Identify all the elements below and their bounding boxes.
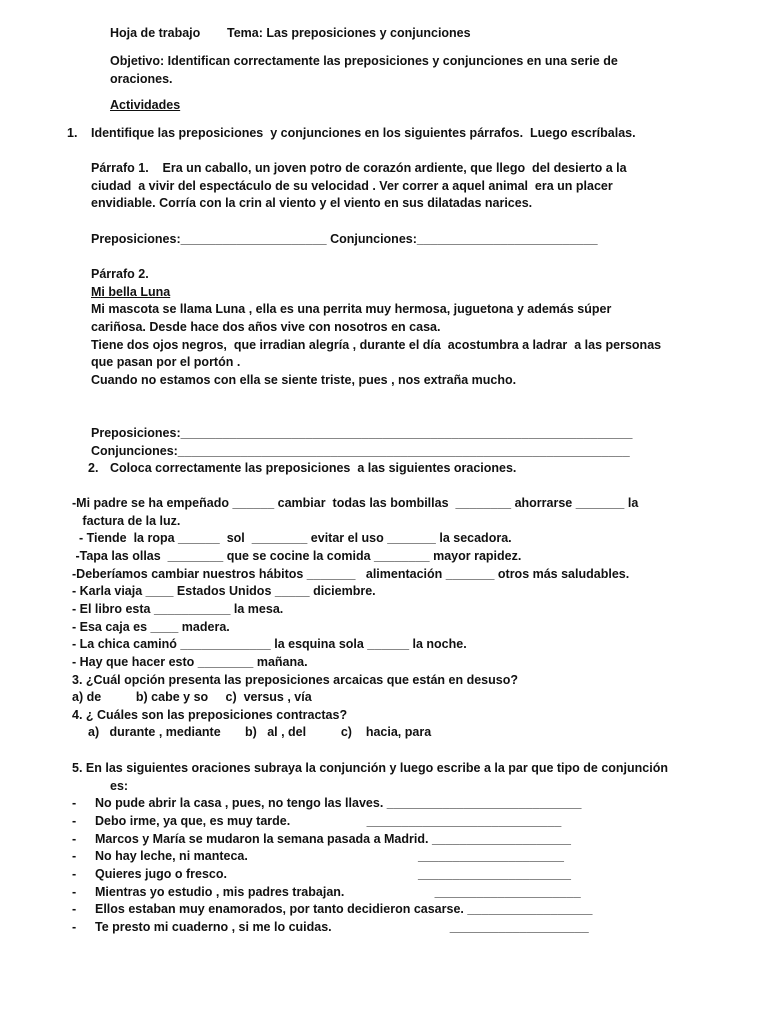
p1-line-2: ciudad a vivir del espectáculo de su velocidad . Ver correr a aquel animal era un placer [91, 179, 613, 193]
q5-item-1: No pude abrir la casa , pues, no tengo las llaves. ____________________________ [95, 796, 582, 810]
q4-options: a) durante , mediante b) al , del c) hacia, para [88, 725, 432, 739]
p2-line-4: que pasan por el portón . [91, 355, 241, 369]
q2-line-7: - El libro esta ___________ la mesa. [72, 602, 284, 616]
q5-bullet: - [72, 849, 77, 863]
q5-bullet: - [72, 832, 77, 846]
q5-bullet: - [72, 814, 77, 828]
p1-answer-line: Preposiciones:_____________________ Conjunciones:__________________________ [91, 232, 598, 246]
q5-bullet: - [72, 902, 77, 916]
q2-line-9: - La chica caminó _____________ la esquina sola ______ la noche. [72, 637, 467, 651]
q5-bullet: - [72, 867, 77, 881]
q2-line-10: - Hay que hacer esto ________ mañana. [72, 655, 308, 669]
p2-line-2: cariñosa. Desde hace dos años vive con nosotros en casa. [91, 320, 441, 334]
q2-line-1: -Mi padre se ha empeñado ______ cambiar todas las bombillas ________ ahorrarse _______ la [72, 496, 639, 510]
q5-item-2: Debo irme, ya que, es muy tarde. ____________________________ [95, 814, 562, 828]
p1-line-3: envidiable. Corría con la crin al viento y el viento en sus dilatadas narices. [91, 196, 533, 210]
q2-line-8: - Esa caja es ____ madera. [72, 620, 230, 634]
p2-title: Mi bella Luna [91, 285, 171, 299]
q2-line-3: - Tiende la ropa ______ sol ________ evitar el uso _______ la secadora. [72, 531, 512, 545]
q5-bullet: - [72, 885, 77, 899]
q5-item-4: No hay leche, ni manteca. _____________________ [95, 849, 564, 863]
p2-line-1: Mi mascota se llama Luna , ella es una perrita muy hermosa, juguetona y además súper [91, 302, 612, 316]
q5-bullet: - [72, 920, 77, 934]
p2-label: Párrafo 2. [91, 267, 149, 281]
q2-line-4: -Tapa las ollas ________ que se cocine la comida ________ mayor rapidez. [72, 549, 522, 563]
q3-options: a) de b) cabe y so c) versus , vía [72, 690, 312, 704]
q5-item-8: Te presto mi cuaderno , si me lo cuidas. ____________________ [95, 920, 589, 934]
q2-line-5: -Deberíamos cambiar nuestros hábitos _______ alimentación _______ otros más saludables. [72, 567, 630, 581]
q1-prompt: Identifique las preposiciones y conjunciones en los siguientes párrafos. Luego escríbalas. [91, 126, 636, 140]
q5-item-6: Mientras yo estudio , mis padres trabajan. _____________________ [95, 885, 581, 899]
activities-heading: Actividades [110, 98, 181, 112]
worksheet-label: Hoja de trabajo [110, 26, 201, 40]
q2-line-6: - Karla viaja ____ Estados Unidos _____ diciembre. [72, 584, 376, 598]
q5-item-5: Quieres jugo o fresco. ______________________ [95, 867, 571, 881]
objective-line-2: oraciones. [110, 72, 173, 86]
q5-bullet: - [72, 796, 77, 810]
q5-item-3: Marcos y María se mudaron la semana pasada a Madrid. ____________________ [95, 832, 571, 846]
worksheet-topic: Tema: Las preposiciones y conjunciones [227, 26, 471, 40]
p2-line-3: Tiene dos ojos negros, que irradian alegría , durante el día acostumbra a ladrar a las personas [91, 338, 662, 352]
p1-line-1: Párrafo 1. Era un caballo, un joven potro de corazón ardiente, que llego del desierto a la [91, 161, 627, 175]
q5-prompt-line-1: 5. En las siguientes oraciones subraya la conjunción y luego escribe a la par que tipo de conjunción [72, 761, 668, 775]
q2-number: 2. [88, 461, 99, 475]
objective-line-1: Objetivo: Identifican correctamente las preposiciones y conjunciones en una serie de [110, 54, 618, 68]
q3-prompt: 3. ¿Cuál opción presenta las preposiciones arcaicas que están en desuso? [72, 673, 518, 687]
p2-prepositions-line: Preposiciones:_________________________________________________________________ [91, 426, 633, 440]
q4-prompt: 4. ¿ Cuáles son las preposiciones contractas? [72, 708, 348, 722]
q2-line-2: factura de la luz. [72, 514, 181, 528]
q5-item-7: Ellos estaban muy enamorados, por tanto decidieron casarse. __________________ [95, 902, 593, 916]
q2-prompt: Coloca correctamente las preposiciones a las siguientes oraciones. [110, 461, 517, 475]
p2-line-5: Cuando no estamos con ella se siente triste, pues , nos extraña mucho. [91, 373, 517, 387]
q1-number: 1. [67, 126, 78, 140]
p2-conjunctions-line: Conjunciones:_________________________________________________________________ [91, 444, 630, 458]
q5-prompt-line-2: es: [110, 779, 129, 793]
